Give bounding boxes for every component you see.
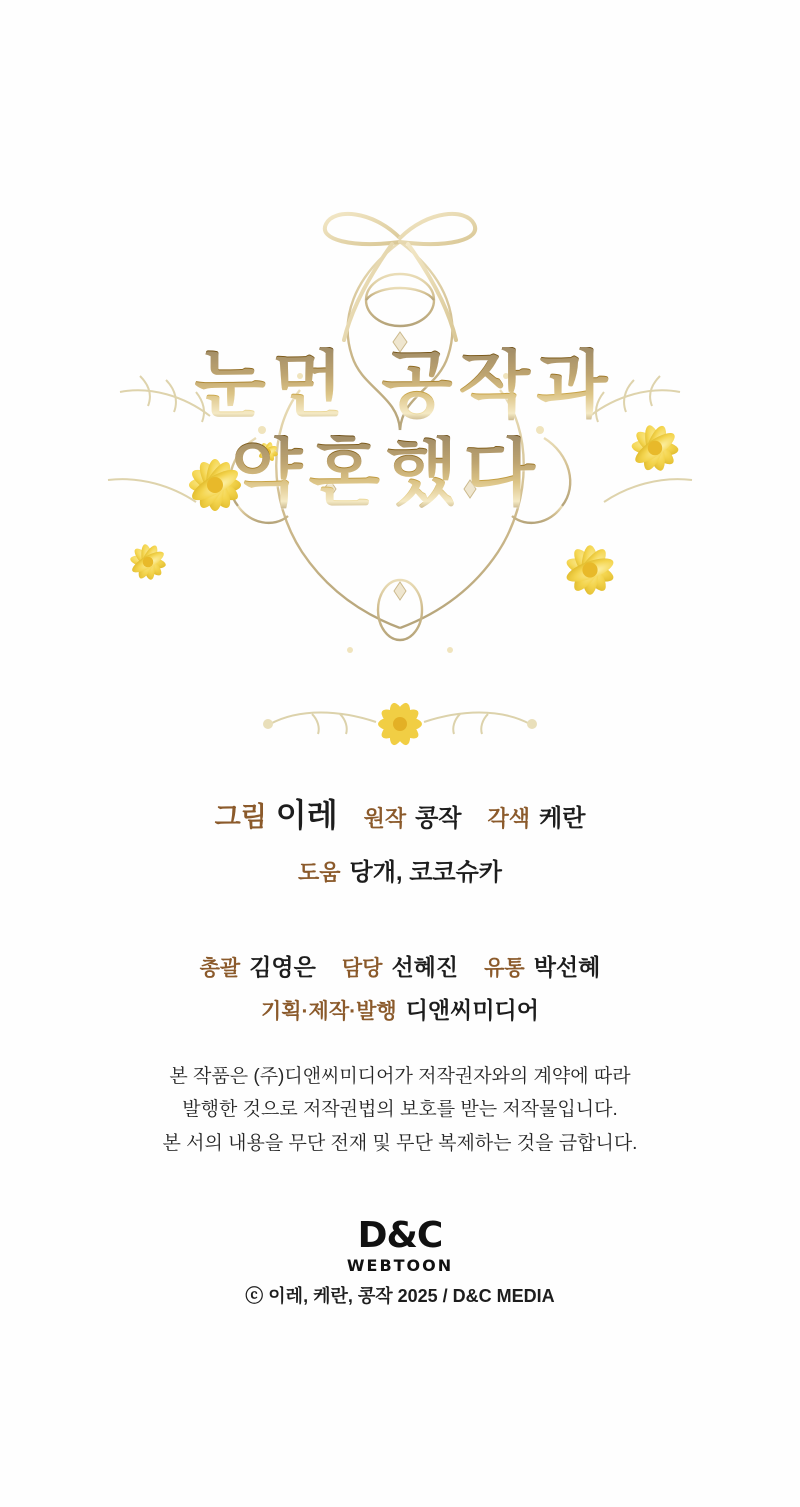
copyright-line: ⓒ 이레, 케란, 콩작 2025 / D&C MEDIA	[245, 1286, 555, 1306]
divider-flourish-icon	[260, 688, 540, 748]
credit-role: 기획·제작·발행	[260, 1000, 397, 1023]
credit-role: 총괄	[199, 957, 241, 980]
credit-pair-assist	[298, 852, 502, 887]
credit-role: 담당	[341, 957, 383, 980]
credit-name: 콩작	[415, 805, 462, 832]
credit-name: 이레	[275, 797, 338, 833]
title-line-1: 눈먼 공작과	[194, 342, 614, 429]
notice-line-1: 본 작품은 (주)디앤씨미디어가 저작권자와의 계약에 따라	[169, 1066, 631, 1087]
credit-pair-distribution	[484, 949, 600, 982]
publisher-logo	[270, 1215, 530, 1275]
credit-role: 각색	[487, 806, 531, 831]
floral-ornament-icon	[0, 180, 800, 680]
credit-role: 유통	[484, 957, 525, 980]
credit-pair-artist	[215, 790, 338, 836]
credit-role: 도움	[298, 860, 341, 885]
credit-row-assist	[0, 852, 800, 887]
credit-row-staff	[0, 949, 800, 982]
logo-wordmark: D&C	[357, 1215, 443, 1256]
copyright-notice	[0, 1060, 800, 1160]
notice-line-3: 본 서의 내용을 무단 전재 및 무단 복제하는 것을 금합니다.	[162, 1132, 638, 1154]
credit-pair-adaptation	[488, 798, 586, 833]
credit-name: 선혜진	[391, 954, 459, 980]
notice-line-2: 발행한 것으로 저작권법의 보호를 받는 저작물입니다.	[182, 1099, 618, 1121]
credit-name: 디앤씨미디어	[405, 997, 539, 1023]
credit-role: 그림	[214, 802, 267, 832]
credit-pair-editor	[342, 949, 458, 982]
credit-pair-publisher	[261, 992, 539, 1025]
title-line-2: 약혼했다	[231, 430, 541, 516]
credit-name: 김영은	[249, 954, 316, 980]
credit-row-art	[0, 790, 800, 836]
credit-name: 당개, 코코슈카	[349, 859, 502, 886]
logo-subtitle: WEBTOON	[346, 1256, 454, 1275]
credit-name: 케란	[539, 805, 586, 832]
credit-pair-original	[364, 798, 462, 833]
credit-name: 박선혜	[533, 954, 601, 980]
credit-role: 원작	[363, 806, 407, 831]
credit-row-publisher	[0, 992, 800, 1025]
credit-pair-supervisor	[200, 949, 316, 982]
title-artwork	[0, 180, 800, 680]
credits-section	[0, 790, 800, 1025]
